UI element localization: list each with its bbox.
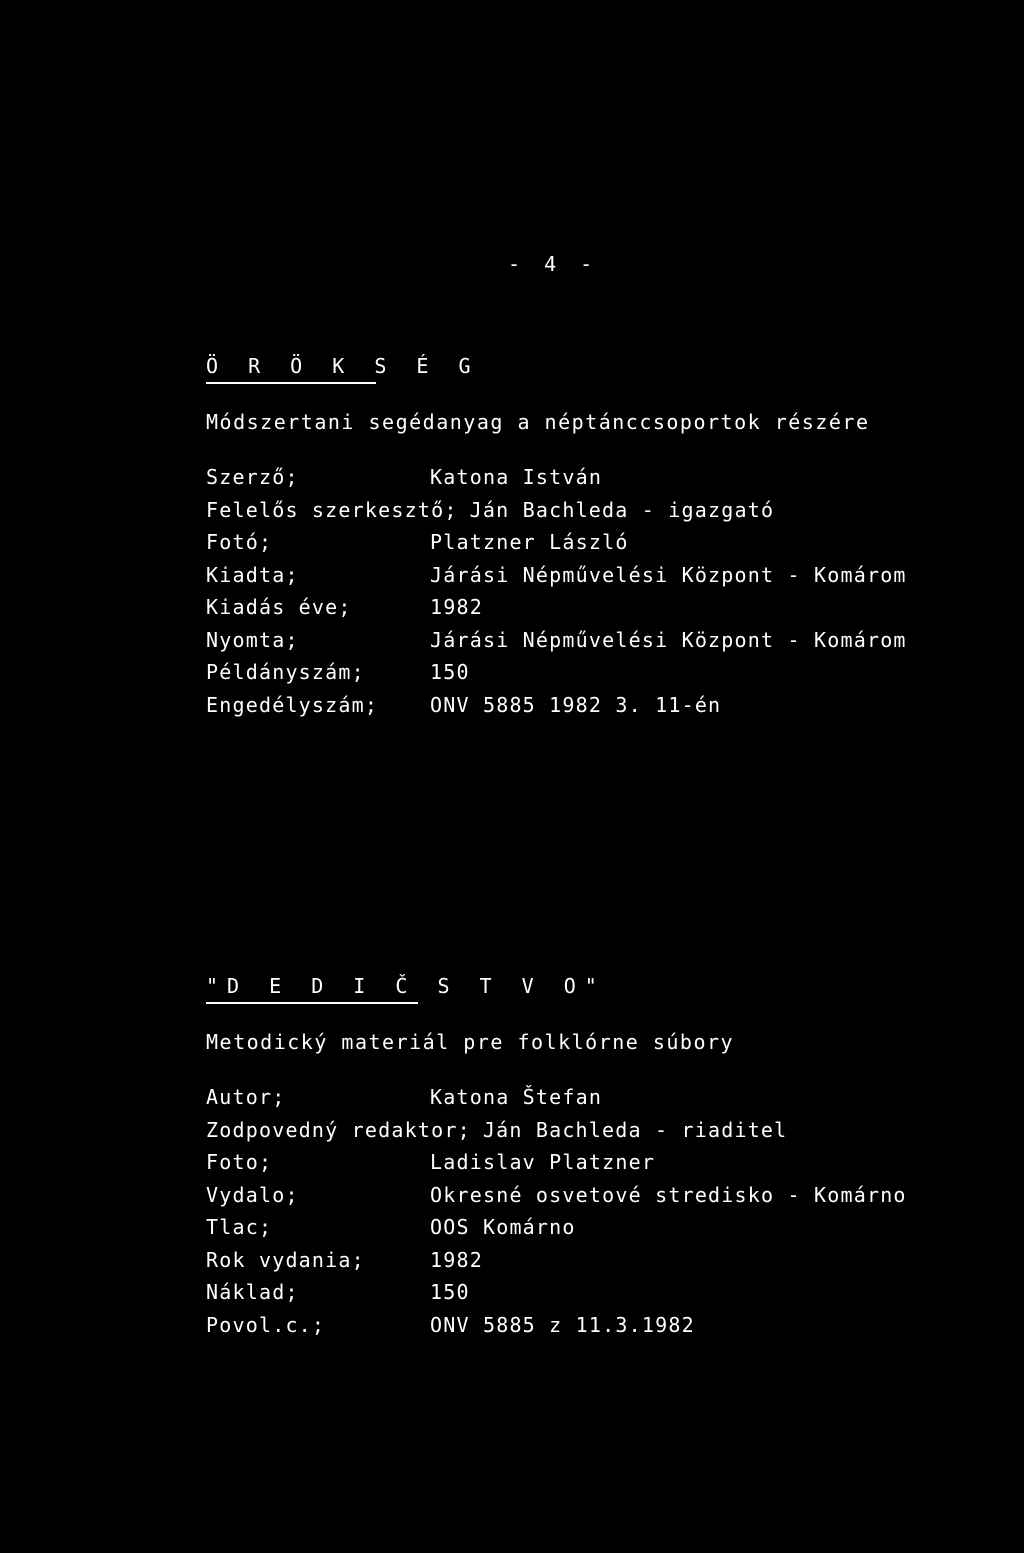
credit-label: Tlac;	[206, 1215, 273, 1239]
credit-row-editor	[206, 1114, 946, 1147]
credit-value: 150	[430, 660, 470, 684]
credit-label: Engedélyszám;	[206, 692, 379, 717]
credit-row-copies	[206, 656, 946, 689]
credit-value: Járási Népművelési Központ - Komárom	[430, 562, 907, 587]
credit-row-editor	[206, 494, 946, 527]
credit-value: Katona István	[430, 465, 603, 489]
hungarian-colophon	[206, 352, 946, 721]
credit-row-printer	[206, 624, 946, 657]
credit-row-year	[206, 591, 946, 624]
credit-value: 1982	[430, 595, 483, 619]
slovak-subtitle: Metodický materiál pre folklórne súbory	[206, 1030, 735, 1054]
credit-row-author	[206, 1081, 946, 1114]
credit-row-permit	[206, 1309, 946, 1342]
credit-label: Foto;	[206, 1150, 273, 1174]
hungarian-heading: Ö R Ö K S É G	[206, 354, 480, 378]
credit-value: Ján Bachleda - riaditel	[482, 1117, 788, 1142]
credit-value: 1982	[430, 1247, 483, 1272]
credit-label: Náklad;	[206, 1280, 299, 1304]
credit-row-year	[206, 1244, 946, 1277]
credit-row-printer	[206, 1211, 946, 1244]
credit-row-author	[206, 461, 946, 494]
heading-underline	[206, 382, 376, 384]
credit-label: Vydalo;	[206, 1182, 299, 1207]
slovak-heading: "D E D I Č S T V O"	[206, 974, 606, 998]
credit-value: OOS Komárno	[430, 1215, 576, 1239]
credit-row-photo	[206, 1146, 946, 1179]
credit-row-publisher	[206, 559, 946, 592]
credit-row-photo	[206, 526, 946, 559]
credit-value: Platzner László	[430, 530, 629, 554]
credit-label: Kiadta;	[206, 562, 299, 587]
slovak-colophon	[206, 972, 946, 1341]
credit-row-permit	[206, 689, 946, 722]
credit-label: Példányszám;	[206, 660, 365, 684]
credit-value: Ján Bachleda - igazgató	[469, 497, 775, 522]
credit-row-copies	[206, 1276, 946, 1309]
credit-value: ONV 5885 1982 3. 11-én	[430, 692, 722, 717]
page-number: - 4 -	[508, 252, 599, 276]
credit-label: Fotó;	[206, 530, 273, 554]
credit-label: Povol.c.;	[206, 1312, 326, 1337]
slovak-credits	[206, 1081, 946, 1341]
credit-value: Okresné osvetové stredisko - Komárno	[430, 1182, 907, 1207]
credit-label: Kiadás éve;	[206, 595, 352, 619]
hungarian-subtitle: Módszertani segédanyag a néptánccsoportok részére	[206, 410, 870, 434]
credit-label: Zodpovedný redaktor;	[206, 1117, 471, 1142]
credit-value: 150	[430, 1280, 470, 1304]
credit-value: Ladislav Platzner	[430, 1150, 656, 1174]
credit-value: Járási Népművelési Központ - Komárom	[430, 627, 907, 652]
credit-label: Rok vydania;	[206, 1247, 365, 1272]
credit-value: ONV 5885 z 11.3.1982	[430, 1312, 695, 1337]
credit-label: Felelős szerkesztő;	[206, 497, 458, 522]
credit-row-publisher	[206, 1179, 946, 1212]
credit-label: Nyomta;	[206, 627, 299, 652]
credit-value: Katona Štefan	[430, 1085, 603, 1109]
credit-label: Szerző;	[206, 465, 299, 489]
heading-underline	[206, 1002, 418, 1004]
hungarian-credits	[206, 461, 946, 721]
credit-label: Autor;	[206, 1085, 286, 1109]
